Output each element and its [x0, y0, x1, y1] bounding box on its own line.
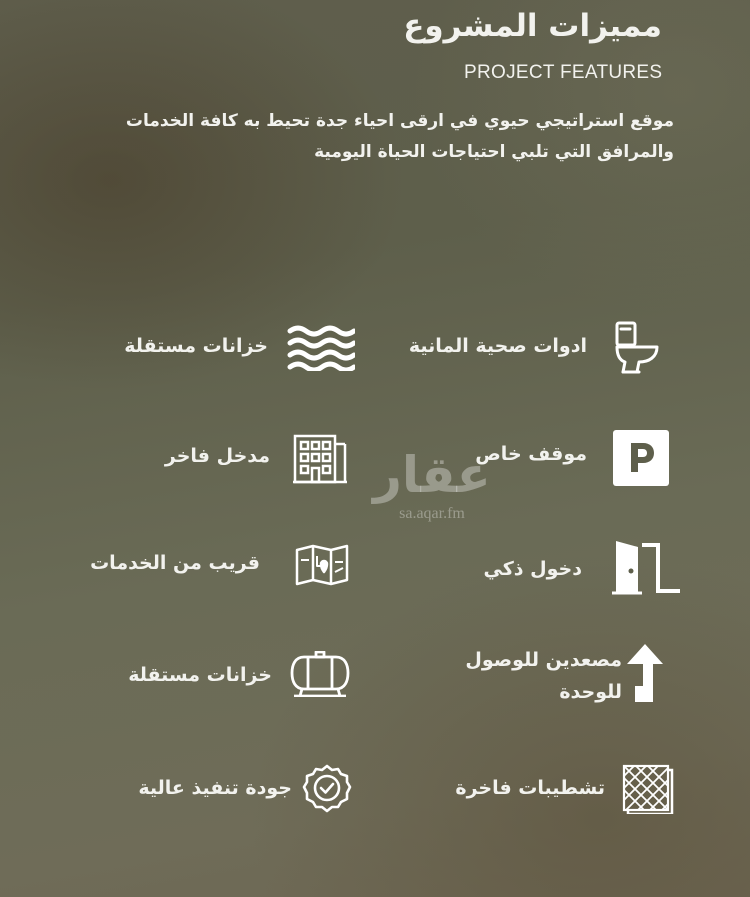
- feature-label-elevators: مصعدين للوصول للوحدة: [465, 649, 622, 703]
- parking-icon: [613, 430, 669, 486]
- water-waves-icon: [287, 323, 355, 371]
- feature-label-entrance: مدخل فاخر: [164, 445, 270, 467]
- watermark-url: sa.aqar.fm: [399, 505, 465, 522]
- toilet-icon: [613, 320, 661, 376]
- feature-label-quality: جودة تنفيذ عالية: [138, 777, 292, 799]
- door-icon: [608, 537, 682, 597]
- feature-label-parking: موقف خاص: [475, 443, 587, 465]
- tiles-icon: [622, 764, 674, 814]
- feature-label-finishes: تشطيبات فاخرة: [455, 777, 605, 799]
- feature-label-tanks: خزانات مستقلة: [124, 335, 268, 357]
- water-tank-icon: [290, 651, 350, 697]
- page-subtitle: PROJECT FEATURES: [464, 62, 663, 83]
- feature-label-smart-entry: دخول ذكي: [483, 558, 582, 580]
- building-icon: [293, 432, 347, 484]
- feature-label-tanks-2: خزانات مستقلة: [128, 664, 272, 686]
- watermark-logo: عقار: [373, 446, 491, 504]
- quality-badge-icon: [302, 764, 352, 814]
- feature-label-services: قريب من الخدمات: [90, 552, 260, 574]
- map-icon: [295, 544, 349, 586]
- elevator-arrow-icon: [625, 642, 665, 704]
- project-description: موقع استراتيجي حيوي في ارقى احياء جدة تحيط به كافة الخدمات والمرافق التي تلبي احتياجات الحياة اليومية: [125, 111, 674, 162]
- page-title: مميزات المشروع: [403, 8, 662, 44]
- feature-label-sanitary: ادوات صحية المانية: [408, 335, 587, 357]
- aqar-watermark: [372, 447, 492, 523]
